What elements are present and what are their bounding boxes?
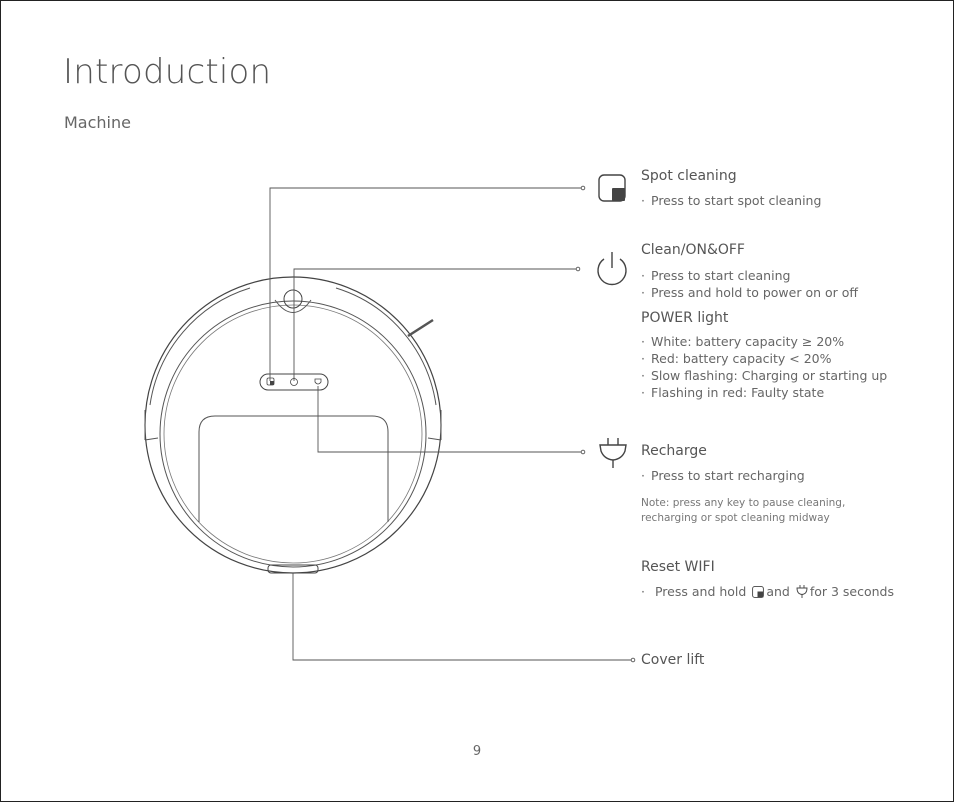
plug-icon <box>796 585 808 598</box>
spot-cleaning-item: · Press to start spot cleaning <box>641 192 821 209</box>
leader-spot <box>270 188 581 381</box>
page-subtitle: Machine <box>64 113 131 132</box>
clean-section <box>641 242 858 301</box>
leader-clean <box>294 269 576 378</box>
power-light-item-3: · Slow flashing: Charging or starting up <box>641 367 887 384</box>
leader-recharge <box>318 386 581 452</box>
robot-bumper-left <box>150 288 250 405</box>
page-title: Introduction <box>63 52 272 92</box>
robot-outer-shell <box>145 277 441 573</box>
robot-side-brush <box>408 320 433 336</box>
reset-text-and: and <box>766 584 790 599</box>
recharge-item: · Press to start recharging <box>641 467 845 484</box>
clean-item-1: · Press to start cleaning <box>641 267 858 284</box>
power-light-item-1: · White: battery capacity ≥ 20% <box>641 333 887 350</box>
reset-wifi-section <box>641 559 894 600</box>
reset-text-after: for 3 seconds <box>809 584 895 599</box>
clean-title: Clean/ON&OFF <box>641 242 745 258</box>
cover-lift-section <box>641 652 704 676</box>
leader-cover <box>293 573 631 660</box>
reset-wifi-item <box>641 583 894 600</box>
cover-lift-title: Cover lift <box>641 652 705 668</box>
recharge-section <box>641 443 845 526</box>
recharge-title: Recharge <box>641 443 707 459</box>
clean-item-2: · Press and hold to power on or off <box>641 284 858 301</box>
spot-cleaning-icon <box>752 586 764 598</box>
power-light-item-4: · Flashing in red: Faulty state <box>641 384 887 401</box>
plug-icon <box>598 437 628 469</box>
reset-text-before: Press and hold <box>654 584 747 599</box>
reset-wifi-title: Reset WIFI <box>641 559 715 575</box>
power-icon <box>596 251 628 287</box>
robot-lid <box>199 416 388 522</box>
spot-cleaning-title: Spot cleaning <box>641 168 737 184</box>
power-light-title: POWER light <box>641 310 729 326</box>
recharge-note-line-2: recharging or spot cleaning midway <box>641 512 830 524</box>
spot-cleaning-icon <box>598 173 628 203</box>
robot-bumper-right <box>336 288 436 405</box>
page-number: 9 <box>472 744 482 759</box>
robot-top-cover <box>160 301 426 567</box>
spot-cleaning-section <box>641 168 821 209</box>
recharge-note-line-1: Note: press any key to pause cleaning, <box>641 497 846 509</box>
recharge-note <box>641 496 845 526</box>
power-light-item-2: · Red: battery capacity < 20% <box>641 350 887 367</box>
power-light-section <box>641 310 887 401</box>
